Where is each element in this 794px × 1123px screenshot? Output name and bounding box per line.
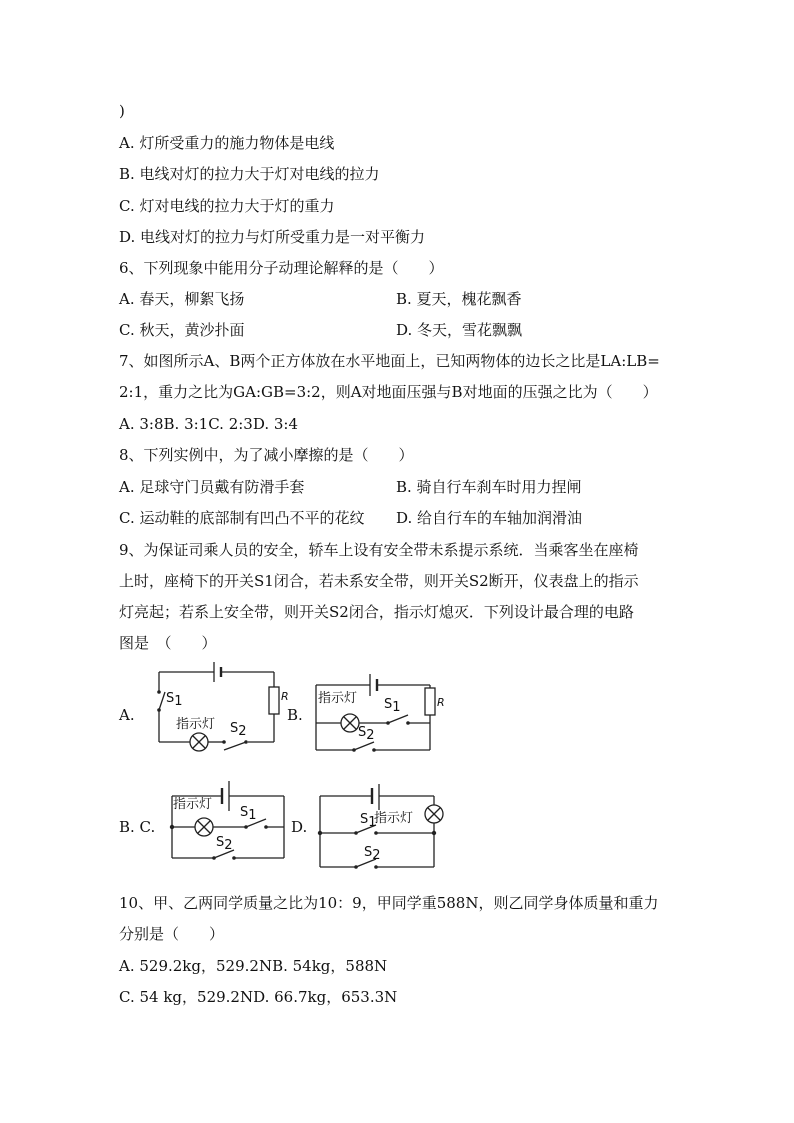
resistor bbox=[269, 687, 279, 714]
q9-stem-line3: 灯亮起；若系上安全带，则开关S2闭合，指示灯熄灭．下列设计最合理的电路 bbox=[119, 603, 634, 621]
switch-s2 bbox=[354, 742, 374, 750]
q6-options-row1 bbox=[119, 289, 244, 309]
junction bbox=[432, 831, 436, 835]
q9-option-b2-c-label: B. C. bbox=[119, 818, 156, 836]
q8-stem: 8、下列实例中，为了减小摩擦的是（ ） bbox=[119, 446, 414, 464]
q7-stem-line1: 7、如图所示A、B两个正方体放在水平地面上，已知两物体的边长之比是LA:LB= bbox=[119, 352, 660, 370]
indicator-lamp-label: 指示灯 bbox=[173, 797, 213, 812]
switch-s2-label: S2 bbox=[364, 845, 381, 863]
indicator-lamp-label: 指示灯 bbox=[374, 811, 414, 826]
indicator-lamp-label: 指示灯 bbox=[176, 717, 216, 732]
q9-option-d-label: D. bbox=[291, 818, 308, 836]
switch-s1-label: S1 bbox=[240, 805, 257, 823]
switch-s1 bbox=[388, 715, 408, 723]
q10-options-row1: A. 529.2kg，529.2NB. 54kg，588N bbox=[119, 957, 388, 975]
q8-option-b: B. 骑自行车刹车时用力捏闸 bbox=[396, 478, 582, 496]
q10-stem-line1: 10、甲、乙两同学质量之比为10：9，甲同学重588N，则乙同学身体质量和重力 bbox=[119, 894, 659, 912]
q8-option-a: A. 足球守门员戴有防滑手套 bbox=[119, 478, 305, 496]
switch-s2 bbox=[224, 742, 246, 750]
q5-option-a: A. 灯所受重力的施力物体是电线 bbox=[119, 134, 335, 152]
switch-s1-label: S1 bbox=[384, 697, 401, 715]
q6-option-d: D. 冬天，雪花飘飘 bbox=[396, 321, 523, 339]
switch-s2-label: S2 bbox=[358, 725, 375, 743]
switch-s2-label: S2 bbox=[230, 721, 247, 739]
q5-stem-tail: ) bbox=[119, 102, 125, 120]
q9-stem-line2: 上时，座椅下的开关S1闭合，若未系安全带，则开关S2断开，仪表盘上的指示 bbox=[119, 572, 639, 590]
indicator-lamp-label: 指示灯 bbox=[318, 691, 358, 706]
switch-s1 bbox=[159, 692, 165, 710]
q6-stem: 6、下列现象中能用分子动理论解释的是（ ） bbox=[119, 259, 444, 277]
resistor bbox=[425, 688, 435, 715]
q9-option-a-label: A. bbox=[119, 706, 135, 724]
q6-option-a: A. 春天，柳絮飞扬 bbox=[119, 290, 245, 308]
q7-options: A. 3:8B. 3:1C. 2:3D. 3:4 bbox=[119, 415, 298, 433]
switch-s1-label: S1 bbox=[360, 812, 377, 830]
circuit-diagram-b bbox=[314, 666, 449, 754]
q9-option-b-label: B. bbox=[287, 706, 303, 724]
q8-option-c: C. 运动鞋的底部制有凹凸不平的花纹 bbox=[119, 509, 365, 527]
q6-option-b: B. 夏天，槐花飘香 bbox=[396, 290, 522, 308]
q5-option-d: D. 电线对灯的拉力与灯所受重力是一对平衡力 bbox=[119, 228, 426, 246]
q10-options-row2: C. 54 kg，529.2ND. 66.7kg，653.3N bbox=[119, 988, 398, 1006]
q9-stem-line1: 9、为保证司乘人员的安全，轿车上设有安全带未系提示系统．当乘客坐在座椅 bbox=[119, 541, 639, 559]
circuit-diagram-c bbox=[166, 776, 290, 862]
resistor-label: R bbox=[437, 696, 445, 709]
q5-option-b: B. 电线对灯的拉力大于灯对电线的拉力 bbox=[119, 165, 380, 183]
q9-stem-line4: 图是 （ ） bbox=[119, 634, 217, 652]
q6-option-c: C. 秋天，黄沙扑面 bbox=[119, 321, 245, 339]
resistor-label: R bbox=[281, 690, 289, 703]
circuit-diagram-d bbox=[316, 784, 450, 870]
q10-stem-line2: 分别是（ ） bbox=[119, 925, 225, 943]
q5-option-c: C. 灯对电线的拉力大于灯的重力 bbox=[119, 197, 335, 215]
q8-option-d: D. 给自行车的车轴加润滑油 bbox=[396, 509, 583, 527]
circuit-diagram-a bbox=[150, 658, 289, 754]
switch-s2-label: S2 bbox=[216, 835, 233, 853]
q7-stem-line2: 2:1，重力之比为GA:GB=3:2，则A对地面压强与B对地面的压强之比为（ ） bbox=[119, 383, 658, 401]
switch-s1-label: S1 bbox=[166, 691, 183, 709]
